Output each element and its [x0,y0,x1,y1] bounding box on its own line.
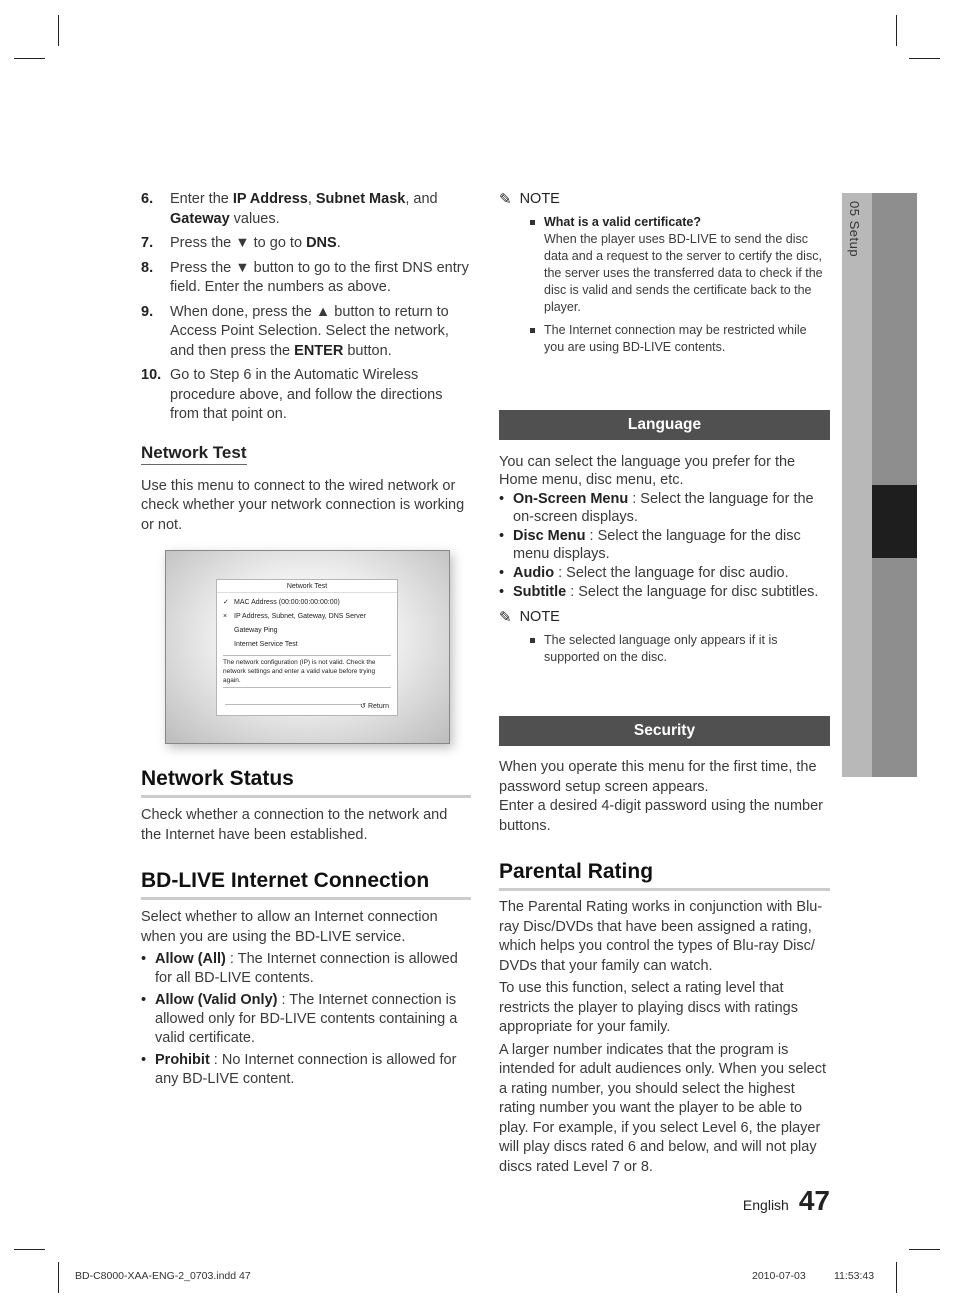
chapter-tab-active [872,485,917,558]
list-item: • On-Screen Menu : Select the language for the on-screen displays. [499,491,814,525]
note-heading: ✎ NOTE [499,191,560,208]
bdlive-body: Select whether to allow an Internet connection when you are using the BD-LIVE service. [141,909,438,945]
return-button[interactable]: ↺ Return [360,703,389,710]
page-footer [743,1185,830,1217]
footer-language: English [742,1197,789,1213]
security-body-1: When you operate this menu for the first time, the password setup screen appears. [499,759,817,795]
network-test-dialog [216,579,398,716]
pencil-icon: ✎ [499,609,512,626]
crop-mark [896,15,897,46]
language-options [499,490,830,601]
dialog-item: × IP Address, Subnet, Gateway, DNS Server [217,610,397,624]
crop-mark [58,1262,59,1293]
step-item: 8. Press the ▼ button to go to the first DNS entry field. Enter the numbers as above. [141,259,469,295]
dialog-message: The network configuration (IP) is not valid. Check the network settings and enter a valid value before trying again. [223,655,391,688]
dialog-item: Gateway Ping [234,627,278,634]
footer-date: 2010-07-03 [752,1270,806,1282]
square-bullet-icon [530,638,535,643]
network-status-body: Check whether a connection to the network and the Internet have been established. [141,807,448,843]
network-test-screenshot [165,550,450,744]
security-section-bar: Security [499,716,830,746]
parental-rating-heading: Parental Rating [499,860,830,891]
note-heading: ✎ NOTE [499,609,560,626]
crop-mark [14,1249,45,1250]
note-list [499,214,830,356]
list-item: • Disc Menu : Select the language for the disc menu displays. [499,528,801,562]
dialog-item: ✓ MAC Address (00:00:00:00:00:00) [217,596,397,610]
list-item: • Subtitle : Select the language for disc subtitles. [499,584,819,600]
crop-mark [14,58,45,59]
step-item: 9. When done, press the ▲ button to return to Access Point Selection. Select the network, and then press the ENTER button. [141,303,449,359]
step-item: 6. Enter the IP Address, Subnet Mask, and Gateway values. [141,191,438,227]
note-item: The selected language only appears if it is supported on the disc. [499,632,830,666]
parental-body-2: To use this function, select a rating level that restricts the player to playing discs with ratings appropriate for your family. [499,980,798,1035]
language-section-bar: Language [499,410,830,440]
security-body-2: Enter a desired 4-digit password using the number buttons. [499,798,824,834]
bdlive-options [141,950,471,1089]
parental-body-3: A larger number indicates that the program is intended for adult audiences only. When you select a rating number, you should select the highest rating number you want the player to be able to play. For example, if you select Level 6, the player will play discs rated 6 and below, and will not play discs rated Level 7 or 8. [499,1041,826,1175]
step-number: 7. [141,235,154,251]
chapter-side-tab [842,193,917,777]
list-item: • Audio : Select the language for disc audio. [499,565,789,581]
dialog-item: Internet Service Test [234,641,298,648]
language-body: You can select the language you prefer for the Home menu, disc menu, etc. [499,454,796,488]
network-test-heading: Network Test [141,443,247,465]
list-item: • Prohibit : No Internet connection is allowed for any BD-LIVE content. [141,1052,457,1087]
step-item: 10. Go to Step 6 in the Automatic Wireless procedure above, and follow the directions from that point on. [141,367,443,422]
network-test-body: Use this menu to connect to the wired network or check whether your network connection is working or not. [141,477,465,533]
note-item: What is a valid certificate? When the player uses BD-LIVE to send the disc data and a request to the server to certify the disc, the server uses the transferred data to check if the disc is valid and sends the certificate back to the player. [499,214,830,316]
crop-mark [896,1262,897,1293]
list-item: • Allow (Valid Only) : The Internet connection is allowed only for BD-LIVE contents containing a valid certificate. [141,992,458,1046]
chapter-label: 05 Setup [847,201,862,258]
note-list [499,632,830,666]
step-number: 6. [141,191,154,207]
return-icon: ↺ [360,703,367,710]
step-list [141,190,471,425]
list-item: • Allow (All) : The Internet connection is allowed for all BD-LIVE contents. [141,951,458,986]
step-number: 10. [141,367,162,383]
parental-body-1: The Parental Rating works in conjunction with Blu-ray Disc/DVDs that have been assigned a rating, which helps you control the types of Blu-ray Disc/ DVDs that your family can watch. [499,899,823,974]
footer-time: 11:53:43 [834,1270,875,1282]
network-status-heading: Network Status [141,767,471,798]
footer-filename: BD-C8000-XAA-ENG-2_0703.indd 47 [75,1270,251,1282]
step-item: 7. Press the ▼ to go to DNS. [141,234,471,254]
crop-mark [909,58,940,59]
right-column [499,190,830,1177]
square-bullet-icon [530,328,535,333]
pencil-icon: ✎ [499,191,512,208]
cross-icon: × [223,613,228,620]
square-bullet-icon [530,220,535,225]
note-item: The Internet connection may be restricted while you are using BD-LIVE contents. [499,322,830,356]
step-number: 9. [141,303,154,320]
check-icon: ✓ [223,599,229,606]
crop-mark [58,15,59,46]
page-number: 47 [798,1185,830,1216]
bdlive-heading: BD-LIVE Internet Connection [141,869,471,900]
crop-mark [909,1249,940,1250]
dialog-title: Network Test [217,582,397,593]
step-number: 8. [141,259,154,276]
